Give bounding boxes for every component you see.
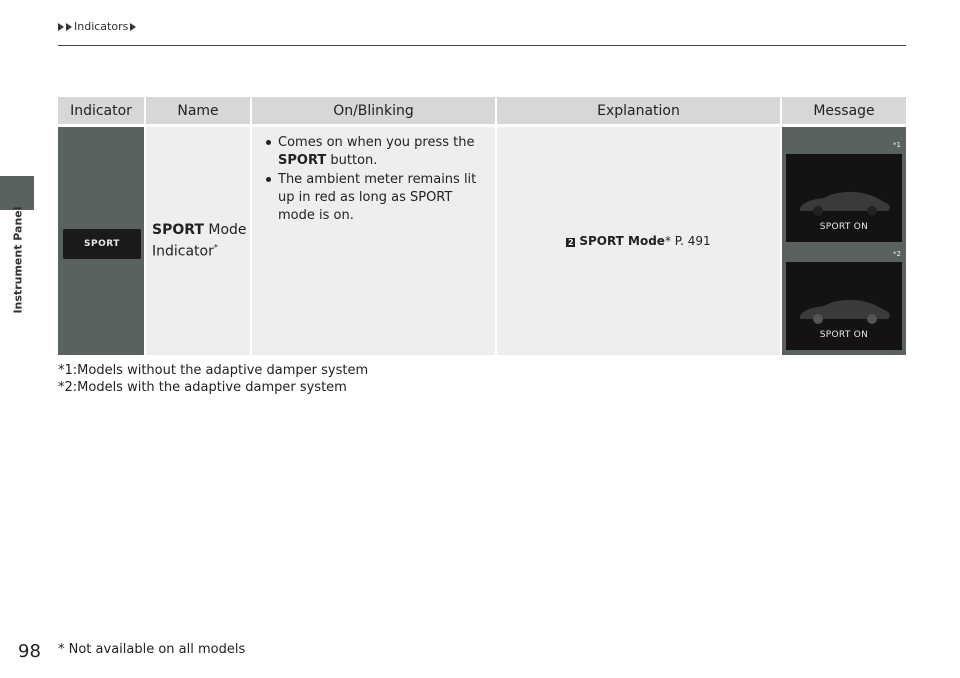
- breadcrumb-arrow-icon: [66, 23, 72, 31]
- section-side-label: Instrument Panel: [11, 206, 25, 314]
- bullet1-post: button.: [326, 153, 378, 168]
- name-asterisk: *: [213, 243, 218, 253]
- ref-title: SPORT Mode: [579, 234, 665, 248]
- page-number: 98: [18, 641, 41, 662]
- on-blinking-list: [252, 127, 495, 225]
- name-rest: Mode: [203, 222, 247, 239]
- message2-text: SPORT ON: [819, 330, 869, 340]
- header-explanation: Explanation: [497, 97, 782, 124]
- table-row: [58, 127, 906, 355]
- bullet-item: The ambient meter remains lit up in red as long as SPORT mode is on.: [266, 171, 489, 225]
- message2-tag: *2: [893, 250, 901, 258]
- explanation-cell: [497, 127, 782, 355]
- message2-display: [786, 262, 902, 350]
- indicator-name: [152, 221, 247, 261]
- ref-asterisk: *: [664, 234, 671, 248]
- cross-reference-link[interactable]: [566, 234, 710, 248]
- message1-tag: *1: [893, 141, 901, 149]
- message-cell: [782, 127, 906, 355]
- name-bold: SPORT: [152, 222, 204, 239]
- bullet-item: [266, 134, 489, 170]
- footnotes: [58, 362, 368, 396]
- header-indicator: Indicator: [58, 97, 146, 124]
- bullet1-bold: SPORT: [278, 153, 327, 168]
- header-on-blinking: On/Blinking: [252, 97, 497, 124]
- sport-indicator-icon: SPORT: [63, 229, 141, 259]
- car-silhouette-icon: [796, 188, 892, 218]
- reference-arrow-icon: 2: [568, 238, 574, 247]
- indicator-cell: [58, 127, 146, 355]
- bullet1-pre: Comes on when you press the: [278, 135, 475, 150]
- message1-display: [786, 154, 902, 242]
- indicator-table: [58, 97, 906, 355]
- header-rule: [58, 45, 906, 46]
- name-cell: [146, 127, 252, 355]
- section-tab-marker: [0, 176, 34, 210]
- breadcrumb-arrow-icon: [58, 23, 64, 31]
- footnote-2: *2:Models with the adaptive damper system: [58, 380, 347, 395]
- ref-page: P. 491: [670, 234, 711, 248]
- on-blinking-cell: [252, 127, 497, 355]
- header-name: Name: [146, 97, 252, 124]
- breadcrumb-arrow-icon: [130, 23, 136, 31]
- footnote-1: *1:Models without the adaptive damper system: [58, 363, 369, 378]
- header-message: Message: [813, 102, 875, 119]
- breadcrumb-section[interactable]: Indicators: [74, 20, 129, 33]
- name-line2: Indicator: [152, 243, 214, 260]
- message1-text: SPORT ON: [819, 222, 869, 232]
- availability-note: * Not available on all models: [58, 642, 246, 657]
- car-silhouette-icon: [796, 296, 892, 326]
- breadcrumb: [58, 20, 136, 33]
- table-header: [58, 97, 906, 124]
